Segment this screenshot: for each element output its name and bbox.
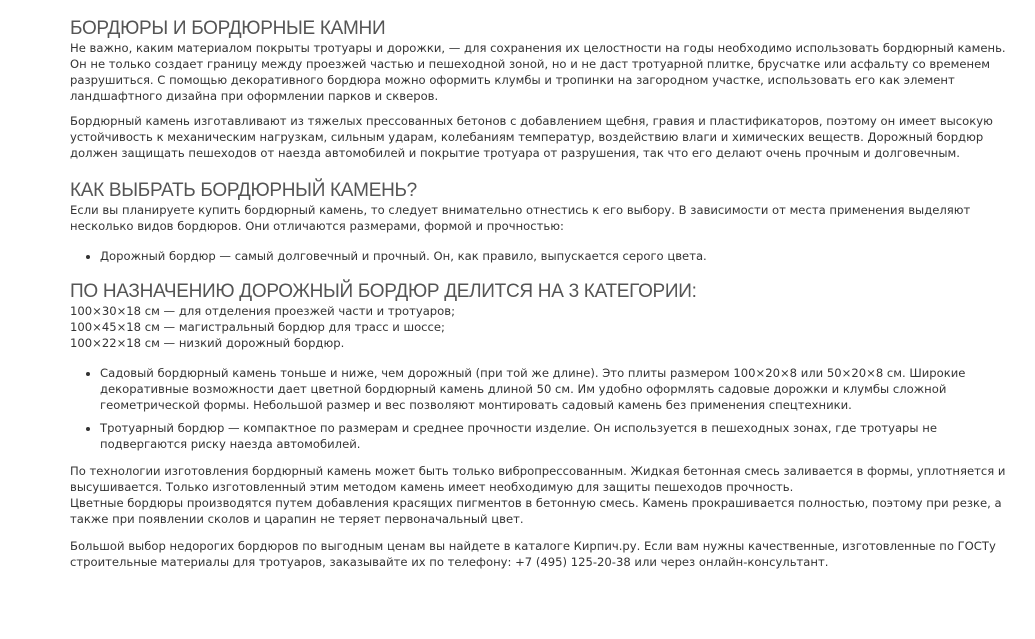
paragraph-borders-material: Бордюрный камень изготавливают из тяжелых прессованных бетонов с добавлением щебня, гравия и пластификаторов, поэтому он имеет высокую устойчивость к механическим нагрузкам, сильным ударам, колебаниям температур, воздействию влаги и химических веществ. Дорожный бордюр должен защищать пешеходов от наезда автомобилей и покрытие тротуара от разрушения, так что его делают очень прочным и долговечным. <box>70 114 993 160</box>
size-line: 100×22×18 см — низкий дорожный бордюр. <box>70 336 345 350</box>
heading-categories: ПО НАЗНАЧЕНИЮ ДОРОЖНЫЙ БОРДЮР ДЕЛИТСЯ НА 3 КАТЕГОРИИ: <box>70 281 697 302</box>
paragraph-colored-borders: Цветные бордюры производятся путем добавления красящих пигментов в бетонную смесь. Камень прокрашивается полностью, поэтому при резке, а также при появлении сколов и царапин не теряет первоначальный цвет. <box>70 496 1002 526</box>
article-content <box>70 18 1020 570</box>
heading-borders: БОРДЮРЫ И БОРДЮРНЫЕ КАМНИ <box>70 18 386 39</box>
paragraph-choose-intro: Если вы планируете купить бордюрный камень, то следует внимательно отнестись к его выбору. В зависимости от места применения выделяют несколько видов бордюров. Они отличаются размерами, формой и прочностью: <box>70 203 971 233</box>
size-line: 100×45×18 см — магистральный бордюр для трасс и шоссе; <box>70 320 445 334</box>
list-item-road-border: • Дорожный бордюр — самый долговечный и прочный. Он, как правило, выпускается серого цвета. <box>100 248 1020 264</box>
paragraph-borders-intro: Не важно, каким материалом покрыты тротуары и дорожки, — для сохранения их целостности на годы необходимо использовать бордюрный камень. Он не только создает границу между проезжей частью и пешеходной зоной, но и не даст тротуарной плитке, брусчатке или асфальту со временем разрушиться. С помощью декоративного бордюра можно оформить клумбы и тропинки на загородном участке, использовать его как элемент ландшафтного дизайна при оформлении парков и скверов. <box>70 41 1006 103</box>
list-item-garden-border: • Садовый бордюрный камень тоньше и ниже, чем дорожный (при той же длине). Это плиты размером 100×20×8 или 50×20×8 см. Широкие декоративные возможности дает цветной бордюрный камень длиной 50 см. Им удобно оформлять садовые дорожки и клумбы сложной геометрической формы. Небольшой размер и вес позволяют монтировать садовый камень без применения спецтехники. <box>100 365 1020 413</box>
technology-block <box>70 463 1020 527</box>
list-item-sidewalk-border: • Тротуарный бордюр — компактное по размерам и среднее прочности изделие. Он используется в пешеходных зонах, где тротуары не подвергаются риску наезда автомобилей. <box>100 420 1020 452</box>
categories-list <box>70 365 1020 452</box>
paragraph-catalog: Большой выбор недорогих бордюров по выгодным ценам вы найдете в каталоге Кирпич.ру. Если вам нужны качественные, изготовленные по ГОСТу строительные материалы для тротуаров, заказывайте их по телефону: +7 (495) 125-20-38 или через онлайн-консультант. <box>70 539 996 569</box>
choose-list <box>70 248 1020 264</box>
heading-choose: КАК ВЫБРАТЬ БОРДЮРНЫЙ КАМЕНЬ? <box>70 180 417 201</box>
size-lines <box>70 303 1020 351</box>
size-line: 100×30×18 см — для отделения проезжей части и тротуаров; <box>70 304 455 318</box>
paragraph-technology: По технологии изготовления бордюрный камень может быть только вибропрессованным. Жидкая бетонная смесь заливается в формы, уплотняется и высушивается. Только изготовленный этим методом камень имеет необходимую для защиты пешеходов прочность. <box>70 464 1006 494</box>
